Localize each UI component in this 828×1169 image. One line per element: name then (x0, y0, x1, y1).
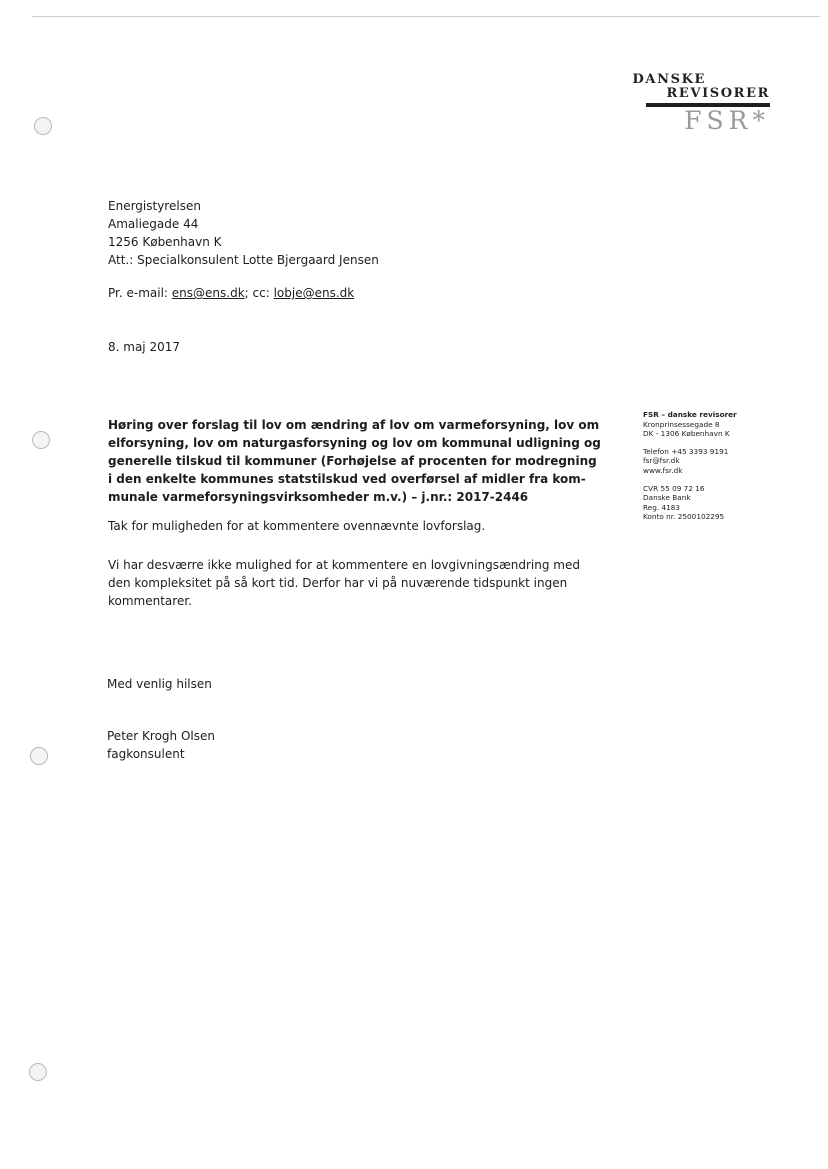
punch-hole (29, 1063, 47, 1081)
recipient-line: Amaliegade 44 (108, 217, 199, 231)
paragraph-line: kommentarer. (108, 594, 192, 608)
subject-heading (108, 416, 608, 506)
paragraph-line: Vi har desværre ikke mulighed for at kommentere en lovgivningsændring med (108, 558, 580, 572)
punch-hole (34, 117, 52, 135)
logo-line-danske: DANSKE (632, 72, 706, 87)
body-paragraph-1: Tak for muligheden for at kommentere ovennævnte lovforslag. (108, 519, 486, 533)
subject-line: elforsyning, lov om naturgasforsyning og lov om kommunal udligning og (108, 436, 601, 450)
subject-line: i den enkelte kommunes statstilskud ved overførsel af midler fra kom- (108, 472, 586, 486)
fsr-logo (632, 72, 772, 142)
signature-block (107, 727, 215, 763)
logo-fsr-mark: FSR* (684, 106, 770, 135)
email-link-ens[interactable]: ens@ens.dk (171, 286, 245, 300)
recipient-line: Att.: Specialkonsulent Lotte Bjergaard Jensen (108, 253, 379, 267)
email-separator: ; cc: (244, 286, 274, 300)
sender-account: Konto nr. 2500102295 (643, 512, 725, 522)
subject-line: generelle tilskud til kommuner (Forhøjelse af procenten for modregning (108, 454, 597, 468)
recipient-line: 1256 København K (108, 235, 222, 249)
signer-name: Peter Krogh Olsen (107, 729, 215, 743)
punch-hole (32, 431, 50, 449)
email-link-cc[interactable]: lobje@ens.dk (273, 286, 355, 300)
top-scan-line (32, 16, 820, 17)
recipient-line: Energistyrelsen (108, 199, 201, 213)
sender-street: Kronprinsessegade 8 (643, 419, 720, 429)
recipient-address (108, 197, 379, 269)
sender-cvr: CVR 55 09 72 16 (643, 483, 705, 493)
subject-line: munale varmeforsyningsvirksomheder m.v.) – j.nr.: 2017-2446 (108, 490, 529, 504)
punch-hole (30, 747, 48, 765)
email-prefix: Pr. e-mail: (108, 286, 172, 300)
sender-phone: Telefon +45 3393 9191 (643, 446, 729, 456)
sender-org: FSR – danske revisorer (643, 410, 737, 419)
sender-reg: Reg. 4183 (643, 502, 681, 512)
sender-city: DK - 1306 København K (643, 429, 730, 439)
signer-title: fagkonsulent (107, 747, 185, 761)
subject-line: Høring over forslag til lov om ændring af lov om varmeforsyning, lov om (108, 418, 600, 432)
email-line (108, 284, 354, 302)
sender-web[interactable]: www.fsr.dk (643, 465, 683, 475)
sender-info-column (643, 410, 737, 522)
sender-bank: Danske Bank (643, 493, 691, 503)
logo-line-revisorer: REVISORER (666, 86, 770, 101)
closing-greeting: Med venlig hilsen (107, 677, 212, 691)
body-paragraph-2 (108, 556, 580, 610)
sender-email[interactable]: fsr@fsr.dk (643, 456, 680, 466)
paragraph-line: den kompleksitet på så kort tid. Derfor har vi på nuværende tidspunkt ingen (108, 576, 568, 590)
letter-date: 8. maj 2017 (108, 340, 180, 354)
